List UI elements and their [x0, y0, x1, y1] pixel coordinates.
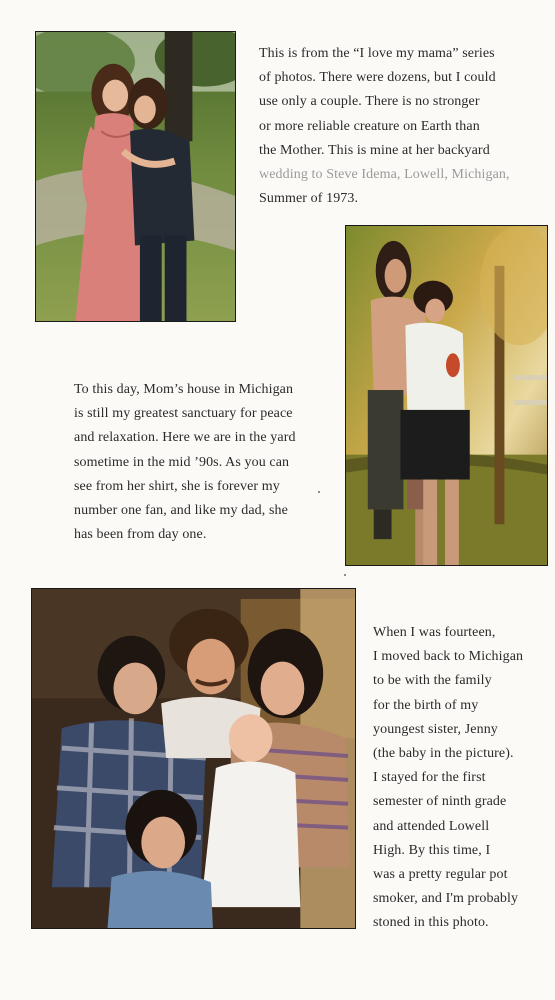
caption-line: use only a couple. There is no stronger — [259, 94, 480, 110]
caption-line: (the baby in the picture). — [373, 746, 514, 762]
yard-caption — [74, 378, 339, 547]
caption-line: smoker, and I'm probably — [373, 891, 519, 907]
caption-line: of photos. There were dozens, but I could — [259, 70, 496, 86]
caption-line: I stayed for the first — [373, 770, 486, 786]
caption-line: is still my greatest sanctuary for peace — [74, 406, 293, 422]
caption-line: to be with the family — [373, 673, 492, 689]
caption-line: wedding to Steve Idema, Lowell, Michigan, — [259, 167, 510, 183]
caption-line: To this day, Mom’s house in Michigan — [74, 382, 294, 397]
caption-line: was a pretty regular pot — [373, 867, 508, 883]
caption-line: I moved back to Michigan — [373, 649, 524, 665]
caption-line: and relaxation. Here we are in the yard — [74, 430, 296, 446]
caption-line: This is from the “I love my mama” series — [259, 46, 495, 61]
wedding-caption — [259, 42, 549, 211]
caption-line: semester of ninth grade — [373, 794, 507, 810]
family-photo — [31, 588, 356, 929]
caption-line: Summer of 1973. — [259, 191, 359, 207]
caption-line: When I was fourteen, — [373, 625, 496, 640]
print-speck — [344, 574, 346, 576]
caption-line: number one fan, and like my dad, she — [74, 503, 288, 519]
yard-photo — [345, 225, 548, 566]
caption-line: and attended Lowell — [373, 818, 490, 834]
wedding-photo — [35, 31, 236, 322]
caption-line: the Mother. This is mine at her backyard — [259, 142, 490, 158]
caption-line: stoned in this photo. — [373, 915, 489, 931]
print-speck — [318, 491, 320, 493]
caption-line: High. By this time, I — [373, 842, 491, 858]
caption-line: sometime in the mid ’90s. As you can — [74, 454, 290, 470]
caption-line: or more reliable creature on Earth than — [259, 118, 480, 134]
caption-line: for the birth of my — [373, 697, 479, 713]
caption-line: youngest sister, Jenny — [373, 721, 498, 737]
family-caption — [373, 621, 551, 936]
caption-line: has been from day one. — [74, 527, 207, 543]
caption-line: see from her shirt, she is forever my — [74, 478, 280, 494]
